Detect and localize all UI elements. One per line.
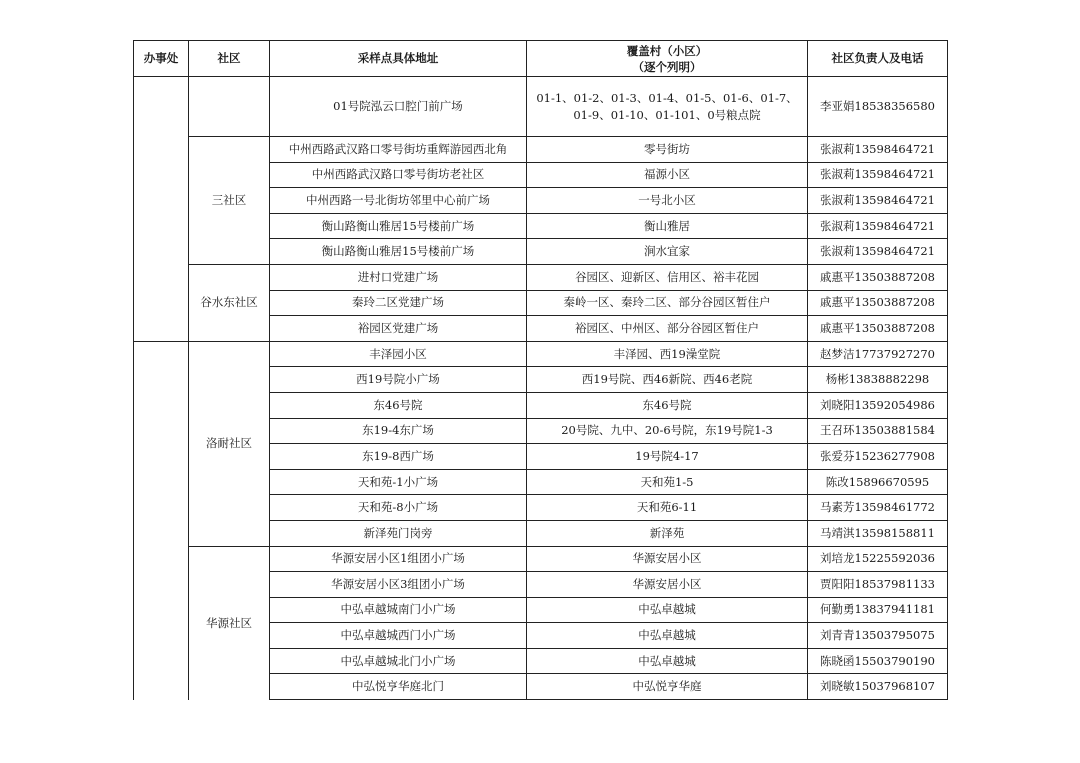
contact-cell: 张爱芬15236277908 (808, 444, 948, 470)
coverage-cell: 天和苑1-5 (527, 469, 808, 495)
header-office: 办事处 (134, 41, 189, 77)
coverage-cell: 福源小区 (527, 162, 808, 188)
contact-cell: 张淑莉13598464721 (808, 239, 948, 265)
address-cell: 中弘悦亨华庭北门 (270, 674, 527, 700)
contact-cell: 戚惠平13503887208 (808, 290, 948, 316)
address-cell: 秦玲二区党建广场 (270, 290, 527, 316)
address-cell: 东46号院 (270, 392, 527, 418)
contact-cell: 陈改15896670595 (808, 469, 948, 495)
contact-cell: 贾阳阳18537981133 (808, 572, 948, 598)
address-cell: 华源安居小区3组团小广场 (270, 572, 527, 598)
address-cell: 裕园区党建广场 (270, 316, 527, 342)
contact-cell: 赵梦洁17737927270 (808, 341, 948, 367)
contact-cell: 李亚娟18538356580 (808, 77, 948, 137)
community-cell: 华源社区 (189, 546, 270, 700)
address-cell: 01号院泓云口腔门前广场 (270, 77, 527, 137)
header-coverage-line2: （逐个列明） (632, 59, 702, 74)
address-cell: 进村口党建广场 (270, 264, 527, 290)
table-row (134, 137, 948, 163)
coverage-cell: 东46号院 (527, 392, 808, 418)
address-cell: 中州西路一号北街坊邻里中心前广场 (270, 188, 527, 214)
coverage-cell: 华源安居小区 (527, 546, 808, 572)
address-cell: 中弘卓越城西门小广场 (270, 623, 527, 649)
contact-cell: 何勤勇13837941181 (808, 597, 948, 623)
address-cell: 中州西路武汉路口零号街坊老社区 (270, 162, 527, 188)
address-cell: 东19-4东广场 (270, 418, 527, 444)
coverage-cell: 谷园区、迎新区、信用区、裕丰花园 (527, 264, 808, 290)
sampling-sites-table (133, 40, 948, 700)
contact-cell: 马素芳13598461772 (808, 495, 948, 521)
contact-cell: 张淑莉13598464721 (808, 162, 948, 188)
address-cell: 西19号院小广场 (270, 367, 527, 393)
contact-cell: 王召环13503881584 (808, 418, 948, 444)
coverage-cell: 丰泽园、西19澡堂院 (527, 341, 808, 367)
community-cell: 洛耐社区 (189, 341, 270, 546)
coverage-cell: 衡山雅居 (527, 213, 808, 239)
header-community: 社区 (189, 41, 270, 77)
address-cell: 天和苑-1小广场 (270, 469, 527, 495)
coverage-cell: 新泽苑 (527, 520, 808, 546)
address-cell: 丰泽园小区 (270, 341, 527, 367)
coverage-cell: 中弘卓越城 (527, 623, 808, 649)
header-row (134, 41, 948, 77)
coverage-cell: 天和苑6-11 (527, 495, 808, 521)
contact-cell: 刘晓阳13592054986 (808, 392, 948, 418)
coverage-cell: 秦岭一区、秦玲二区、部分谷园区暂住户 (527, 290, 808, 316)
header-coverage-line1: 覆盖村（小区） (626, 43, 708, 58)
header-address: 采样点具体地址 (270, 41, 527, 77)
table-row (134, 77, 948, 137)
header-coverage (527, 41, 808, 77)
coverage-cell: 华源安居小区 (527, 572, 808, 598)
coverage-cell: 01-1、01-2、01-3、01-4、01-5、01-6、01-7、01-9、01-10、01-101、0号粮点院 (527, 77, 808, 137)
community-cell: 三社区 (189, 137, 270, 265)
coverage-cell: 20号院、九中、20-6号院，东19号院1-3 (527, 418, 808, 444)
coverage-cell: 涧水宜家 (527, 239, 808, 265)
contact-cell: 张淑莉13598464721 (808, 137, 948, 163)
address-cell: 天和苑-8小广场 (270, 495, 527, 521)
contact-cell: 刘青青13503795075 (808, 623, 948, 649)
coverage-cell: 裕园区、中州区、部分谷园区暂住户 (527, 316, 808, 342)
header-contact: 社区负责人及电话 (808, 41, 948, 77)
contact-cell: 杨彬13838882298 (808, 367, 948, 393)
coverage-cell: 中弘悦亨华庭 (527, 674, 808, 700)
coverage-cell: 19号院4-17 (527, 444, 808, 470)
contact-cell: 张淑莉13598464721 (808, 188, 948, 214)
office-cell (134, 341, 189, 699)
contact-cell: 刘晓敏15037968107 (808, 674, 948, 700)
address-cell: 华源安居小区1组团小广场 (270, 546, 527, 572)
address-cell: 东19-8西广场 (270, 444, 527, 470)
coverage-cell: 中弘卓越城 (527, 597, 808, 623)
table-row (134, 264, 948, 290)
coverage-cell: 一号北小区 (527, 188, 808, 214)
contact-cell: 戚惠平13503887208 (808, 264, 948, 290)
address-cell: 新泽苑门岗旁 (270, 520, 527, 546)
contact-cell: 张淑莉13598464721 (808, 213, 948, 239)
contact-cell: 马靖淇13598158811 (808, 520, 948, 546)
address-cell: 衡山路衡山雅居15号楼前广场 (270, 239, 527, 265)
table-row (134, 341, 948, 367)
address-cell: 中弘卓越城南门小广场 (270, 597, 527, 623)
office-cell (134, 77, 189, 342)
address-cell: 衡山路衡山雅居15号楼前广场 (270, 213, 527, 239)
contact-cell: 陈晓函15503790190 (808, 648, 948, 674)
contact-cell: 戚惠平13503887208 (808, 316, 948, 342)
coverage-cell: 中弘卓越城 (527, 648, 808, 674)
address-cell: 中州西路武汉路口零号街坊重辉游园西北角 (270, 137, 527, 163)
coverage-cell: 零号街坊 (527, 137, 808, 163)
coverage-cell: 西19号院、西46新院、西46老院 (527, 367, 808, 393)
contact-cell: 刘培龙15225592036 (808, 546, 948, 572)
community-cell: 谷水东社区 (189, 264, 270, 341)
address-cell: 中弘卓越城北门小广场 (270, 648, 527, 674)
table-row (134, 546, 948, 572)
community-cell (189, 77, 270, 137)
